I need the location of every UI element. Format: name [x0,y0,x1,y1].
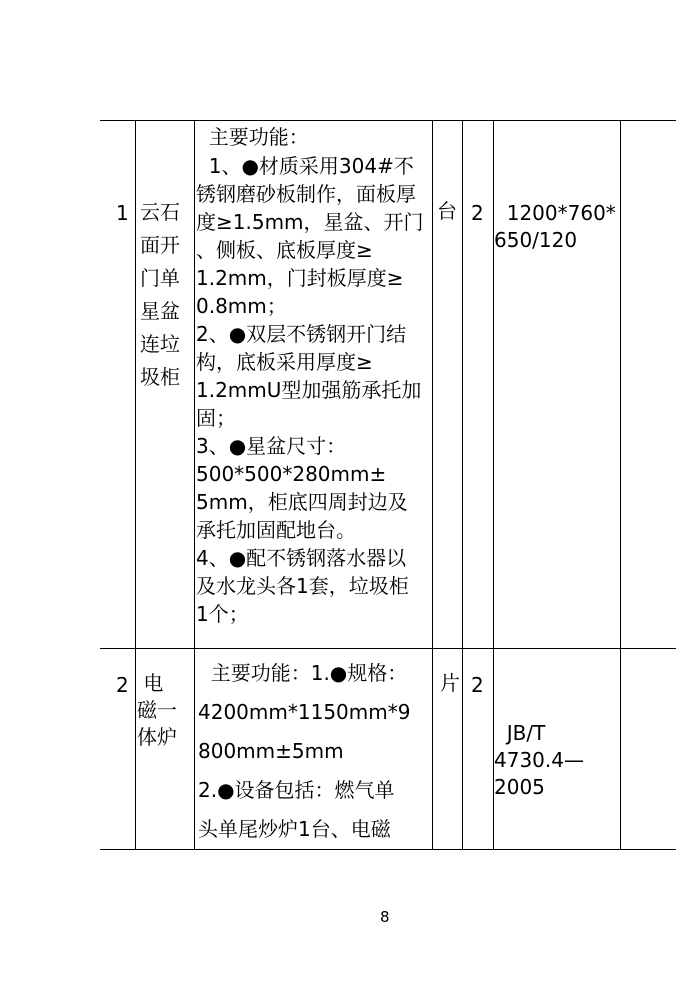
spec-line: 构，底板采用厚度≥ [196,350,373,374]
spec-line: 、侧板、底板厚度≥ [196,238,373,262]
table-top-border [100,120,676,121]
item-name-line: 云石 [140,200,180,224]
item-name-line: 圾柜 [140,365,180,389]
unit-cell: 片 [440,671,460,695]
spec-line: 1.2mmU型加强筋承托加 [196,378,422,402]
size-line: 2005 [494,775,545,799]
spec-line: 500*500*280mm± [196,462,387,486]
unit-cell: 台 [437,199,457,223]
item-name-line: 连垃 [140,332,180,356]
spec-line: 度≥1.5mm，星盆、开门 [196,210,424,234]
item-name-line: 电 [137,671,164,695]
spec-line: 固； [196,406,236,430]
spec-line: 锈钢磨砂板制作，面板厚 [196,182,416,206]
item-name-line: 门单 [140,266,180,290]
spec-line: 承托加固配地台。 [196,518,356,542]
spec-line: 4、●配不锈钢落水器以 [196,546,407,570]
item-name-line: 磁一 [137,698,177,722]
row-index: 2 [116,673,129,697]
col-divider-2 [194,120,195,849]
size-line: 4730.4— [494,748,584,772]
spec-line: 5mm，柜底四周封边及 [196,490,408,514]
spec-line: 2.●设备包括：燃气单 [198,778,395,802]
qty-cell: 2 [471,673,484,697]
size-line: 1200*760* [494,201,616,225]
item-name-line: 星盆 [140,299,180,323]
spec-line: 头单尾炒炉1台、电磁 [198,817,391,841]
spec-line: 主要功能： [196,125,309,149]
col-divider-4 [462,120,463,849]
spec-line: 3、●星盆尺寸： [196,434,347,458]
size-line: JB/T [494,721,546,745]
item-name-line: 体炉 [137,725,177,749]
row-index: 1 [116,201,129,225]
spec-line: 主要功能：1.●规格： [198,661,408,685]
row-divider [100,648,676,649]
spec-line: 及水龙头各1套，垃圾柜 [196,574,409,598]
qty-cell: 2 [471,201,484,225]
spec-line: 4200mm*1150mm*9 [198,700,411,724]
col-divider-3 [432,120,433,849]
spec-line: 0.8mm； [196,294,287,318]
spec-line: 2、●双层不锈钢开门结 [196,322,407,346]
spec-line: 1.2mm，门封板厚度≥ [196,266,404,290]
item-name-line: 面开 [140,233,180,257]
spec-line: 1、●材质采用304#不 [196,154,414,178]
col-divider-6 [620,120,621,849]
spec-line: 1个； [196,602,249,626]
table-bottom-border [100,849,676,850]
page-number: 8 [380,908,390,926]
size-line: 650/120 [494,228,578,252]
spec-line: 800mm±5mm [198,739,344,763]
col-divider-1 [135,120,136,849]
